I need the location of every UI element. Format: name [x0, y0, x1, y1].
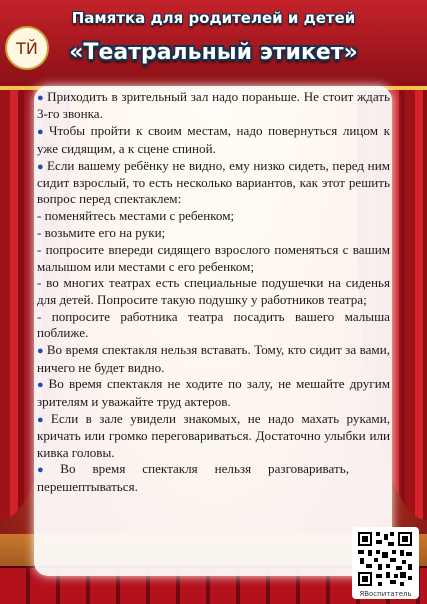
bullet-icon: ● — [37, 379, 46, 392]
memo-list-item: - поменяйтесь местами с ребенком; — [37, 208, 235, 224]
memo-paragraph: ● Во время спектакля нельзя вставать. Тому, кто сидит за вами, ничего не будет видно. — [37, 342, 390, 375]
bullet-icon: ● — [37, 160, 45, 173]
page-title: «Театральный этикет» — [69, 40, 358, 65]
bullet-icon: ● — [37, 413, 48, 426]
bullet-icon: ● — [37, 464, 58, 477]
bullet-icon: ● — [37, 126, 46, 139]
memo-paragraph: ● Во время спектакля не ходите по залу, не мешайте другим зрителям и уважайте труд актеров. — [37, 376, 390, 409]
qr-caption: ЯВоспитатель — [359, 590, 412, 598]
memo-paragraph: ● Если в зале увидели знакомых, не надо махать руками, кричать или громко переговариваться. Достаточно улыбки или кивка головы. — [37, 410, 390, 460]
memo-paragraph: ● Приходить в зрительный зал надо пораньше. Не стоит ждать 3-го звонка. — [37, 89, 390, 122]
qr-code-icon[interactable] — [356, 530, 414, 588]
memo-paragraph: ● Если вашему ребёнку не видно, ему низко сидеть, перед ним сидит взрослый, то есть несколько вариантов, как этот решить вопрос перед спектаклем: — [37, 157, 390, 207]
page-subtitle: Памятка для родителей и детей — [71, 9, 356, 27]
bullet-icon: ● — [37, 92, 45, 104]
memo-list-item: - во многих театрах есть специальные подушечки на сиденья для детей. Попросите такую подушку у работников театра; — [37, 275, 390, 307]
memo-list-item: - возьмите его на руки; — [37, 225, 166, 241]
memo-list-item: - попросите работника театра посадить вашего малыша поближе. — [37, 308, 390, 341]
bullet-icon: ● — [37, 345, 44, 358]
memo-paragraph: ● Во время спектакля нельзя разговаривать, перешептываться. — [37, 461, 349, 494]
memo-list-item: - попросите впереди сидящего взрослого поменяться с вашим малышом или местами с его ребенком; — [37, 242, 390, 274]
memo-paragraph: ● Чтобы пройти к своим местам, надо повернуться лицом к уже сидящим, а к сцене спиной. — [37, 123, 390, 156]
theater-logo-icon: ТЙ — [5, 26, 49, 70]
memo-text — [37, 89, 390, 496]
